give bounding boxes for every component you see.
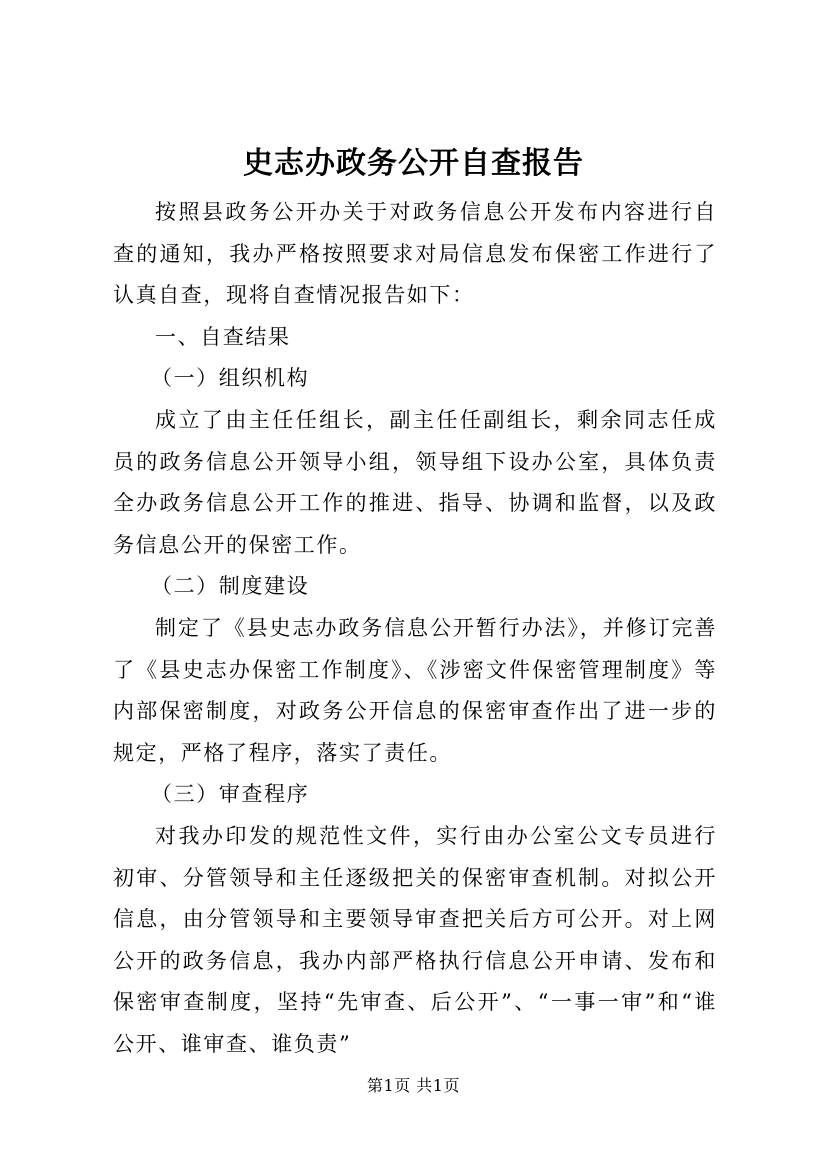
system-building-paragraph: 制定了《县史志办政务信息公开暂行办法》，并修订完善了《县史志办保密工作制度》、《涉密文件保密管理制度》等内部保密制度，对政务公开信息的保密审查作出了进一步的规定，严格了程序，落实了责任。 [113, 615, 717, 765]
subsection-heading-review-procedure: （三）审查程序 [151, 782, 310, 807]
document-title: 史志办政务公开自查报告 [243, 146, 584, 181]
subsection-heading-organization: （一）组织机构 [151, 366, 310, 391]
document-body [113, 192, 717, 1065]
intro-paragraph: 按照县政务公开办关于对政务信息公开发布内容进行自查的通知，我办严格按照要求对局信息发布保密工作进行了认真自查，现将自查情况报告如下： [113, 200, 717, 308]
organization-paragraph: 成立了由主任任组长，副主任任副组长，剩余同志任成员的政务信息公开领导小组，领导组下设办公室，具体负责全办政务信息公开工作的推进、指导、协调和监督，以及政务信息公开的保密工作。 [113, 407, 717, 557]
page-number-footer: 第1页 共1页 [367, 1076, 460, 1095]
subsection-heading-system-building: （二）制度建设 [151, 574, 310, 599]
review-procedure-paragraph: 对我办印发的规范性文件，实行由办公室公文专员进行初审、分管领导和主任逐级把关的保密审查机制。对拟公开信息，由分管领导和主要领导审查把关后方可公开。对上网公开的政务信息，我办内部严格执行信息公开申请、发布和保密审查制度，坚持“先审查、后公开”、“一事一审”和“谁公开、谁审查、谁负责” [113, 823, 717, 1056]
section-heading-self-check-results: 一、自查结果 [155, 324, 291, 349]
